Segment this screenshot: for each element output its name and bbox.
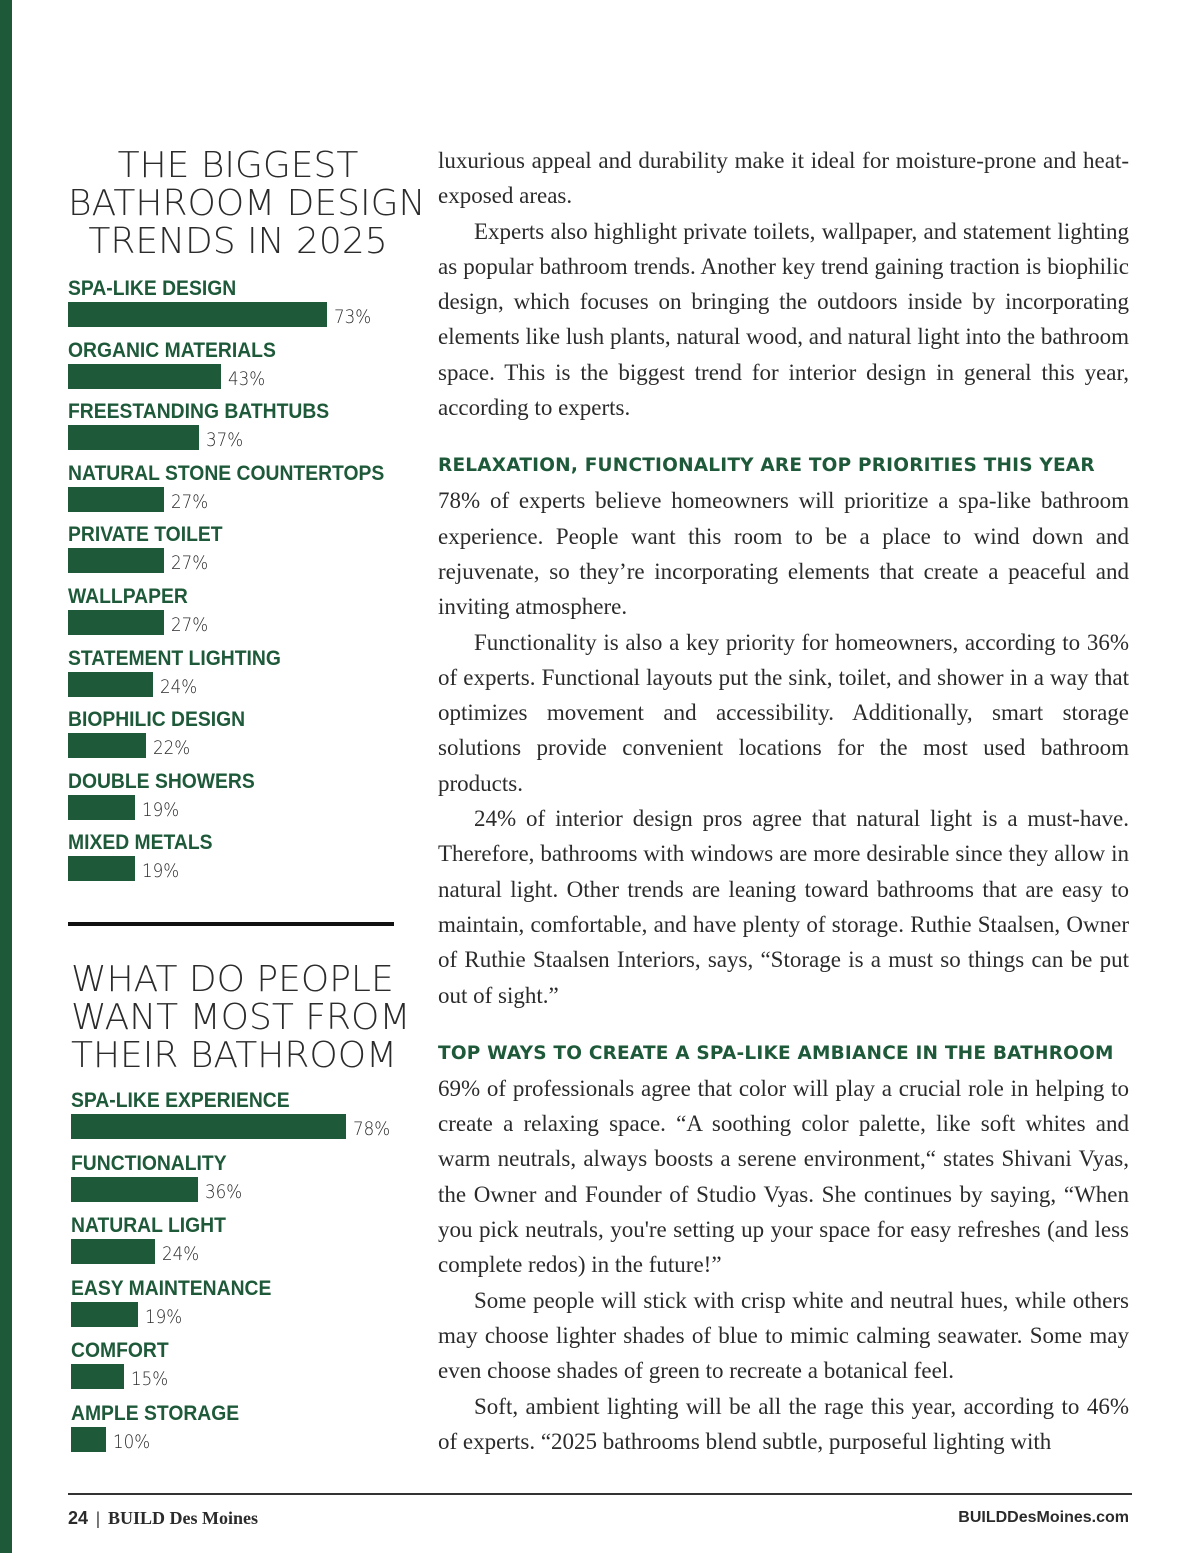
page-number: 24 — [68, 1508, 89, 1528]
bar-category-label: ORGANIC MATERIALS — [68, 338, 276, 362]
bar-category-label: MIXED METALS — [68, 831, 213, 855]
paragraph: 24% of interior design pros agree that natural light is a must-have. Therefore, bathrooms with windows are more desirable since they allow in natural light. Other trends are leaning toward bathrooms that are easy to maintain, comfortable, and have plenty of storage. Ruthie Staalsen, Owner of Ruthie Staalsen Interiors, says, “Storage is a must so things can be put out of sight.” — [438, 806, 1129, 1008]
bar-value-label: 19% — [142, 798, 180, 821]
footer-separator: | — [96, 1508, 100, 1528]
bar-value-label: 10% — [113, 1431, 151, 1453]
bar-value-label: 27% — [171, 490, 209, 513]
bar-category-label: EASY MAINTENANCE — [71, 1276, 272, 1300]
bar — [68, 425, 199, 450]
chart-title-line: WHAT DO PEOPLE — [71, 959, 394, 1000]
trends-chart-title — [68, 145, 426, 262]
bar-value-label: 73% — [334, 306, 372, 328]
footer-website: BUILDDesMoines.com — [958, 1509, 1129, 1526]
bar-value-label: 36% — [205, 1180, 243, 1203]
bar-category-label: DOUBLE SHOWERS — [68, 769, 255, 793]
bar — [68, 672, 153, 697]
paragraph: luxurious appeal and durability make it ideal for moisture-prone and heat-exposed areas. — [438, 148, 1129, 209]
paragraph: Functionality is also a key priority for homeowners, according to 36% of experts. Functional layouts put the sink, toilet, and shower in a way that optimizes movement and accessibility. Additionally, smart storage solutions provide convenient locations for the most used bathroom products. — [438, 629, 1129, 796]
section-heading: TOP WAYS TO CREATE A SPA-LIKE AMBIANCE IN THE BATHROOM — [438, 1042, 1114, 1064]
bar-value-label: 15% — [131, 1368, 169, 1391]
paragraph: Soft, ambient lighting will be all the rage this year, according to 46% of experts. “2025 bathrooms blend subtle, purposeful lighting with — [438, 1393, 1129, 1454]
bar-category-label: WALLPAPER — [68, 585, 188, 608]
wants-chart — [71, 959, 411, 1453]
bar-value-label: 19% — [142, 860, 180, 883]
bar-value-label: 78% — [353, 1118, 391, 1140]
paragraph: 78% of experts believe homeowners will prioritize a spa-like bathroom experience. People want this room to be a place to wind down and rejuvenate, so they’re incorporating elements that create a peaceful and inviting atmosphere. — [438, 488, 1129, 620]
bar-value-label: 37% — [206, 429, 244, 452]
bar-category-label: FREESTANDING BATHTUBS — [68, 400, 330, 424]
bar — [71, 1114, 346, 1139]
bar-category-label: NATURAL STONE COUNTERTOPS — [68, 461, 385, 485]
bar-category-label: SPA-LIKE DESIGN — [68, 277, 237, 300]
chart-title-line: BATHROOM DESIGN — [68, 183, 426, 224]
publication-name: BUILD Des Moines — [108, 1508, 259, 1528]
paragraph: Some people will stick with crisp white and neutral hues, while others may choose lighter shades of blue to mimic calming seawater. Some may even choose shades of green to recreate a botanical feel. — [438, 1287, 1129, 1384]
left-edge-stripe — [0, 0, 12, 1553]
bar — [68, 733, 146, 758]
bar-category-label: FUNCTIONALITY — [71, 1151, 227, 1175]
bar — [68, 487, 164, 512]
bar-category-label: BIOPHILIC DESIGN — [68, 708, 246, 732]
bar — [71, 1427, 106, 1452]
bar-value-label: 43% — [228, 367, 266, 390]
bar-value-label: 22% — [153, 737, 191, 760]
bar — [71, 1239, 155, 1264]
bar-value-label: 19% — [145, 1305, 183, 1328]
footer-publication — [68, 1508, 258, 1529]
bar-category-label: COMFORT — [71, 1339, 169, 1363]
wants-chart-title — [71, 959, 411, 1076]
paragraph: Experts also highlight private toilets, wallpaper, and statement lighting as popular bathroom trends. Another key trend gaining traction is biophilic design, which focuses on bringing the outdoors inside by incorporating elements like lush plants, natural wood, and natural light into the bathroom space. This is the biggest trend for interior design in general this year, according to experts. — [438, 218, 1129, 421]
section-heading: RELAXATION, FUNCTIONALITY ARE TOP PRIORITIES THIS YEAR — [438, 455, 1095, 477]
bar-category-label: AMPLE STORAGE — [71, 1402, 240, 1425]
chart-title-line: THEIR BATHROOM — [71, 1035, 398, 1076]
paragraph: 69% of professionals agree that color will play a crucial role in helping to create a relaxing space. “A soothing color palette, like soft whites and warm neutrals, always boosts a serene environment,“ states Shivani Vyas, the Owner and Founder of Studio Vyas. She continues by saying, “When you pick neutrals, you're setting up your space for easy refreshes (and less complete redos) in the future!” — [438, 1075, 1129, 1278]
bar — [68, 795, 135, 820]
bar — [71, 1177, 198, 1202]
bar-value-label: 24% — [160, 675, 198, 698]
trends-chart — [68, 145, 426, 883]
article-body — [438, 143, 1129, 1459]
bar-value-label: 24% — [162, 1243, 200, 1266]
bar-category-label: SPA-LIKE EXPERIENCE — [71, 1089, 290, 1112]
bar-value-label: 27% — [171, 614, 209, 636]
bar — [68, 610, 164, 635]
bar — [68, 364, 221, 389]
bar-category-label: NATURAL LIGHT — [71, 1214, 226, 1238]
bar — [68, 302, 327, 327]
bar — [68, 856, 135, 881]
chart-title-line: THE BIGGEST — [117, 145, 359, 186]
bar — [71, 1302, 138, 1327]
bar — [68, 548, 164, 573]
chart-title-line: TRENDS IN 2025 — [88, 221, 388, 262]
chart-title-line: WANT MOST FROM — [71, 997, 411, 1038]
bar-category-label: PRIVATE TOILET — [68, 523, 223, 547]
bar-category-label: STATEMENT LIGHTING — [68, 646, 281, 670]
footer-rule — [68, 1493, 1132, 1495]
bar — [71, 1364, 124, 1389]
bar-value-label: 27% — [171, 552, 209, 575]
section-divider — [68, 922, 394, 926]
